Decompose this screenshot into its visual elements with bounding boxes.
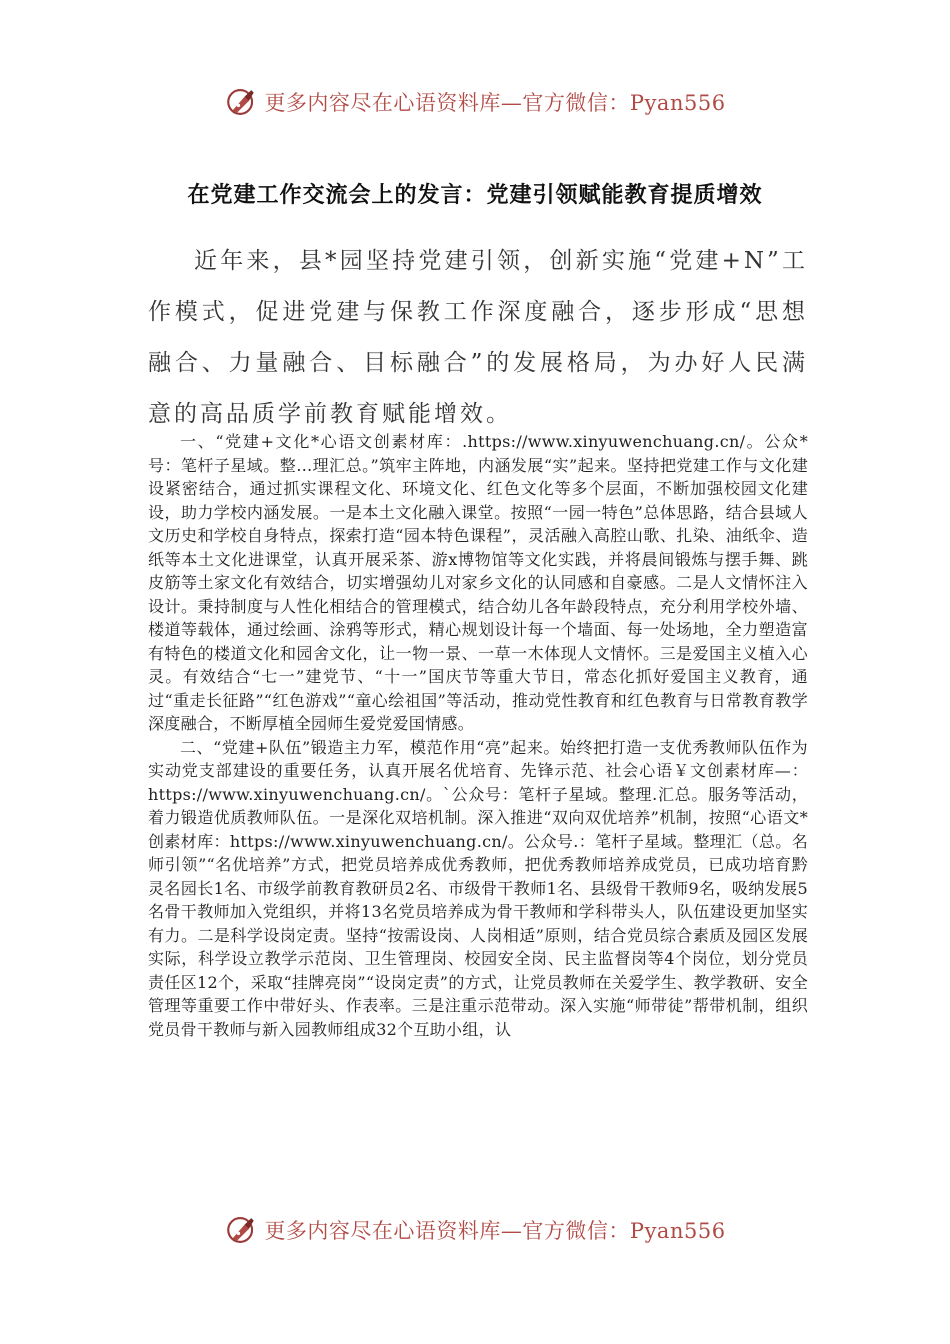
intro-paragraph: 近年来，县*园坚持党建引领，创新实施“党建+N”工作模式，促进党建与保教工作深度融合，逐步形成“思想融合、力量融合、目标融合”的发展格局，为办好人民满意的高品质学前教育赋能增效。	[148, 248, 808, 427]
document-title: 在党建工作交流会上的发言：党建引领赋能教育提质增效	[187, 183, 763, 208]
banner-text-footer: 更多内容尽在心语资料库—官方微信：Pyan556	[264, 1219, 726, 1243]
banner-text: 更多内容尽在心语资料库—官方微信：Pyan556	[264, 91, 726, 115]
footer-banner	[0, 1210, 950, 1250]
body-paragraph-2: 二、“党建+队伍”锻造主力军，模范作用“亮”起来。始终把打造一支优秀教师队伍作为实动党支部建设的重要任务，认真开展名优培育、先锋示范、社会心语￥文创素材库—：https://www.xinyuwenchuang.cn/。`公众号：笔杆子星域。整理.汇总。服务等活动，着力锻造优质教师队伍。一是深化双培机制。深入推进“双向双优培养”机制，按照“心语文*创素材库：https://www.xinyuwenchuang.cn/。公众号.：笔杆子星域。整理汇（总。名师引领”“名优培养”方式，把党员培养成优秀教师，把优秀教师培养成党员，已成功培育黔灵名园长1名、市级学前教育教研员2名、市级骨干教师1名、县级骨干教师9名，吸纳发展5名骨干教师加入党组织，并将13名党员培养成为骨干教师和学科带头人，队伍建设更加坚实有力。二是科学设岗定责。坚持“按需设岗、人岗相适”原则，结合党员综合素质及园区发展实际，科学设立教学示范岗、卫生管理岗、校园安全岗、民主监督岗等4个岗位，划分党员责任区12个，采取“挂牌亮岗”“设岗定责”的方式，让党员教师在关爱学生、教学教研、安全管理等重要工作中带好头、作表率。三是注重示范带动。深入实施“师带徒”帮带机制，组织党员骨干教师与新入园教师组成32个互助小组，认	[148, 737, 808, 1039]
body-paragraph-1: 一、“党建+文化*心语文创素材库：.https://www.xinyuwenchuang.cn/。公众*号：笔杆子星域。整…理汇总。”筑牢主阵地，内涵发展“实”起来。坚持把党建工作与文化建设紧密结合，通过抓实课程文化、环境文化、红色文化等多个层面，不断加强校园文化建设，助力学校内涵发展。一是本土文化融入课堂。按照“一园一特色”总体思路，结合县域人文历史和学校自身特点，探索打造“园本特色课程”，灵活融入高腔山歌、扎染、油纸伞、造纸等本土文化进课堂，认真开展采茶、游x博物馆等文化实践，并将晨间锻炼与摆手舞、跳皮筋等土家文化有效结合，切实增强幼儿对家乡文化的认同感和自豪感。二是人文情怀注入设计。秉持制度与人性化相结合的管理模式，结合幼儿各年龄段特点，充分利用学校外墙、楼道等载体，通过绘画、涂鸦等形式，精心规划设计每一个墙面、每一处场地，全力塑造富有特色的楼道文化和园舍文化，让一物一景、一草一木体现人文情怀。三是爱国主义植入心灵。有效结合“七一”建党节、“十一”国庆节等重大节日，常态化抓好爱国主义教育，通过“重走长征路”“红色游戏”“童心绘祖国”等活动，推动党性教育和红色教育与日常教育教学深度融合，不断厚植全园师生爱党爱国情感。	[148, 432, 808, 733]
document-body	[148, 430, 808, 1041]
header-banner	[0, 82, 950, 122]
pen-nib-icon	[224, 1213, 258, 1247]
pen-nib-icon	[224, 85, 258, 119]
